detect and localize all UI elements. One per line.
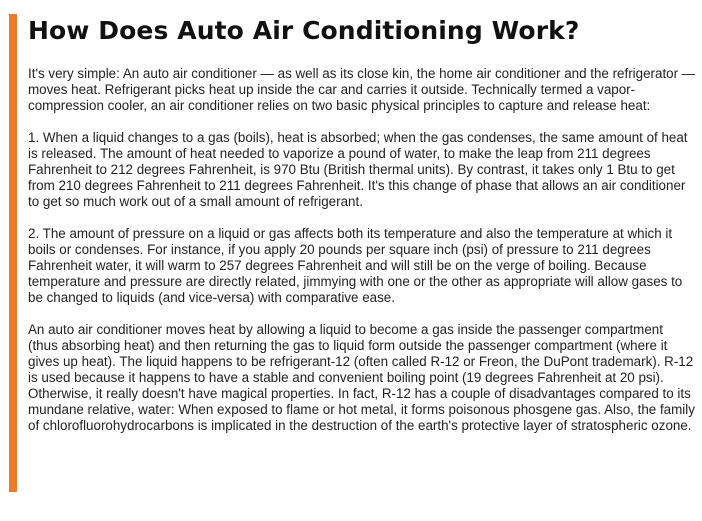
article-title: How Does Auto Air Conditioning Work? <box>28 16 580 45</box>
accent-bar <box>9 14 17 492</box>
paragraph-summary: An auto air conditioner moves heat by allowing a liquid to become a gas inside the passenger compartment (thus absorbing heat) and then returning the gas to liquid form outside the passenger compartment (where it gives up heat). The liquid happens to be refrigerant-12 (often called R-12 or Freon, the DuPont trademark). R-12 is used because it happens to have a stable and convenient boiling point (19 degrees Fahrenheit at 20 psi). Otherwise, it really doesn't have magical properties. In fact, R-12 has a couple of disadvantages compared to its mundane relative, water: When exposed to flame or hot metal, it forms poisonous phosgene gas. Also, the family of chlorofluorohydrocarbons is implicated in the destruction of the earth's protective layer of stratospheric ozone. <box>28 322 695 433</box>
paragraph-principle-2: 2. The amount of pressure on a liquid or gas affects both its temperature and also the temperature at which it boils or condenses. For instance, if you apply 20 pounds per square inch (psi) of pressure to 211 degrees Fahrenheit water, it will warm to 257 degrees Fahrenheit and will still be on the verge of boiling. Because temperature and pressure are directly related, jimmying with one or the other as appropriate will allow gases to be changed to liquids (and vice-versa) with comparative ease. <box>28 226 683 305</box>
article-body <box>28 66 696 450</box>
paragraph-intro: It's very simple: An auto air conditioner — as well as its close kin, the home air conditioner and the refrigerator — moves heat. Refrigerant picks heat up inside the car and carries it outside. Technically termed a vapor-compression cooler, an air conditioner relies on two basic physical principles to capture and release heat: <box>28 66 696 113</box>
paragraph-principle-1: 1. When a liquid changes to a gas (boils), heat is absorbed; when the gas condenses, the same amount of heat is released. The amount of heat needed to vaporize a pound of water, to make the leap from 211 degrees Fahrenheit to 212 degrees Fahrenheit, is 970 Btu (British thermal units). By contrast, it takes only 1 Btu to get from 210 degrees Fahrenheit to 211 degrees Fahrenheit. It's this change of phase that allows an air conditioner to get so much work out of a small amount of refrigerant. <box>28 130 688 209</box>
